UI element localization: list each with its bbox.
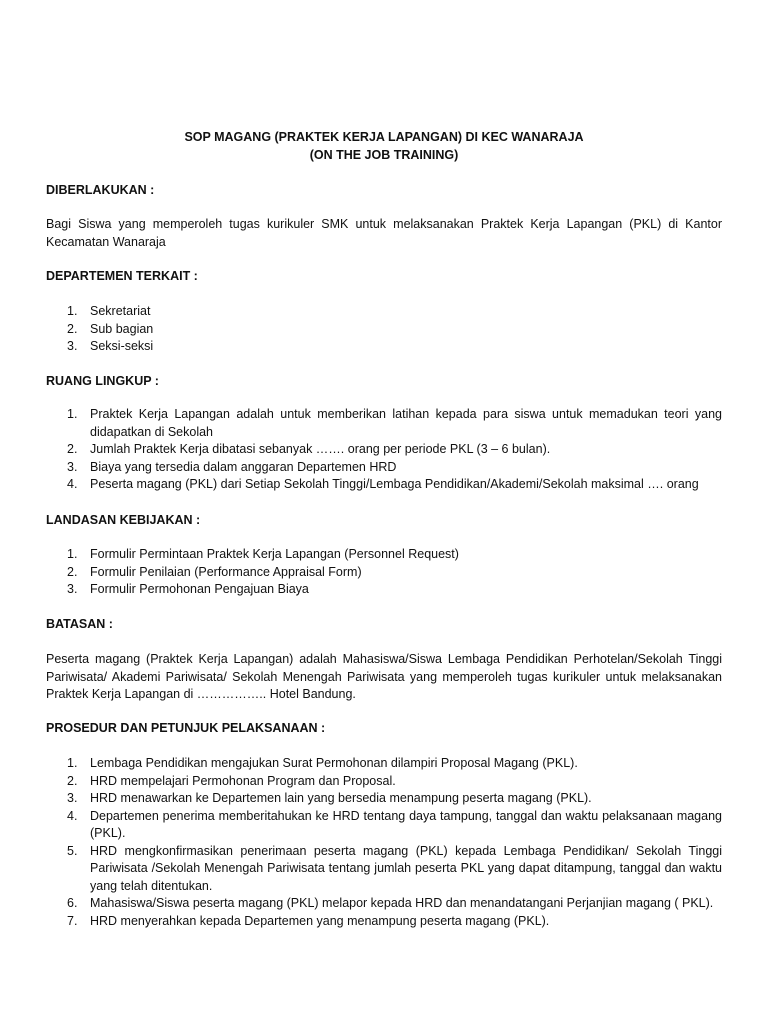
list-number: 1. [67,304,78,318]
heading-diberlakukan: DIBERLAKUKAN : [46,183,155,197]
list-number: 2. [67,564,78,579]
list-item [46,790,722,808]
list-number: 3. [67,791,78,805]
list-text: Peserta magang (PKL) dari Setiap Sekolah Tinggi/Lembaga Pendidikan/Akademi/Sekolah maksimal …. orang [90,477,699,491]
list-number: 2. [67,442,78,456]
heading-departemen-terkait: DEPARTEMEN TERKAIT : [46,269,198,283]
list-number: 1. [67,407,78,421]
document-title: SOP MAGANG (PRAKTEK KERJA LAPANGAN) DI KEC WANARAJA [184,130,584,144]
list-text: Sekretariat [90,304,151,318]
list-text: HRD mempelajari Permohonan Program dan Proposal. [90,773,396,788]
list-item [46,755,722,773]
list-text: HRD menawarkan ke Departemen lain yang bersedia menampung peserta magang (PKL). [90,791,592,805]
list-number: 3. [67,582,78,596]
list-item [46,843,722,896]
list-item [46,338,722,356]
list-prosedur [46,755,722,930]
list-number: 4. [67,477,78,491]
list-number: 1. [67,756,78,770]
list-number: 3. [67,459,78,474]
list-number: 3. [67,339,78,353]
list-number: 2. [67,773,78,788]
paragraph-diberlakukan: Bagi Siswa yang memperoleh tugas kurikuler SMK untuk melaksanakan Praktek Kerja Lapangan (PKL) di Kantor Kecamatan Wanaraja [46,217,722,249]
list-text: Formulir Permintaan Praktek Kerja Lapangan (Personnel Request) [90,547,459,561]
list-item [46,303,722,321]
list-text: Mahasiswa/Siswa peserta magang (PKL) melapor kepada HRD dan menandatangani Perjanjian magang ( PKL). [90,896,714,910]
list-text: HRD mengkonfirmasikan penerimaan peserta magang (PKL) kepada Lembaga Pendidikan/ Sekolah Tinggi Pariwisata /Sekolah Menengah Pariwisata tentang jumlah peserta PKL yang dapat ditampung, tanggal dan waktu yang telah ditentukan. [90,843,722,893]
document-subtitle: (ON THE JOB TRAINING) [309,148,459,162]
list-departemen-terkait [46,303,722,356]
list-item [46,913,722,931]
list-item [46,895,722,913]
list-number: 7. [67,913,78,928]
paragraph-batasan: Peserta magang (Praktek Kerja Lapangan) adalah Mahasiswa/Siswa Lembaga Pendidikan Perhotelan/Sekolah Tinggi Pariwisata/ Akademi Pariwisata/ Sekolah Menengah Pariwisata yang memperoleh tugas kurikuler untuk melaksanakan Praktek Kerja Lapangan di …………….. Hotel Bandung. [46,652,722,701]
list-item [46,546,722,564]
list-number: 1. [67,547,78,561]
list-item [46,808,722,843]
heading-landasan-kebijakan: LANDASAN KEBIJAKAN : [46,513,201,527]
list-item [46,773,722,791]
list-item [46,476,722,494]
list-number: 4. [67,808,78,823]
list-text: Formulir Penilaian (Performance Appraisal Form) [90,564,362,579]
list-item [46,564,722,582]
list-text: Biaya yang tersedia dalam anggaran Departemen HRD [90,459,397,474]
list-item [46,406,722,441]
list-landasan-kebijakan [46,546,722,599]
list-text: Jumlah Praktek Kerja dibatasi sebanyak ……. orang per periode PKL (3 – 6 bulan). [90,442,551,456]
list-item [46,321,722,339]
list-item [46,441,722,459]
list-item [46,581,722,599]
list-number: 6. [67,896,78,910]
list-text: Departemen penerima memberitahukan ke HRD tentang daya tampung, tanggal dan waktu pelaksanaan magang (PKL). [90,808,722,840]
heading-prosedur: PROSEDUR DAN PETUNJUK PELAKSANAAN : [46,721,326,735]
list-text: Praktek Kerja Lapangan adalah untuk memberikan latihan kepada para siswa untuk memadukan teori yang didapatkan di Sekolah [90,407,722,439]
list-text: Sub bagian [90,321,154,336]
list-text: Formulir Permohonan Pengajuan Biaya [90,582,309,596]
list-number: 5. [67,843,78,858]
list-ruang-lingkup [46,406,722,494]
heading-batasan: BATASAN : [46,617,113,631]
list-text: Seksi-seksi [90,339,154,353]
list-text: HRD menyerahkan kepada Departemen yang menampung peserta magang (PKL). [90,913,550,928]
heading-ruang-lingkup: RUANG LINGKUP : [46,374,159,388]
list-text: Lembaga Pendidikan mengajukan Surat Permohonan dilampiri Proposal Magang (PKL). [90,756,578,770]
list-item [46,459,722,477]
list-number: 2. [67,321,78,336]
